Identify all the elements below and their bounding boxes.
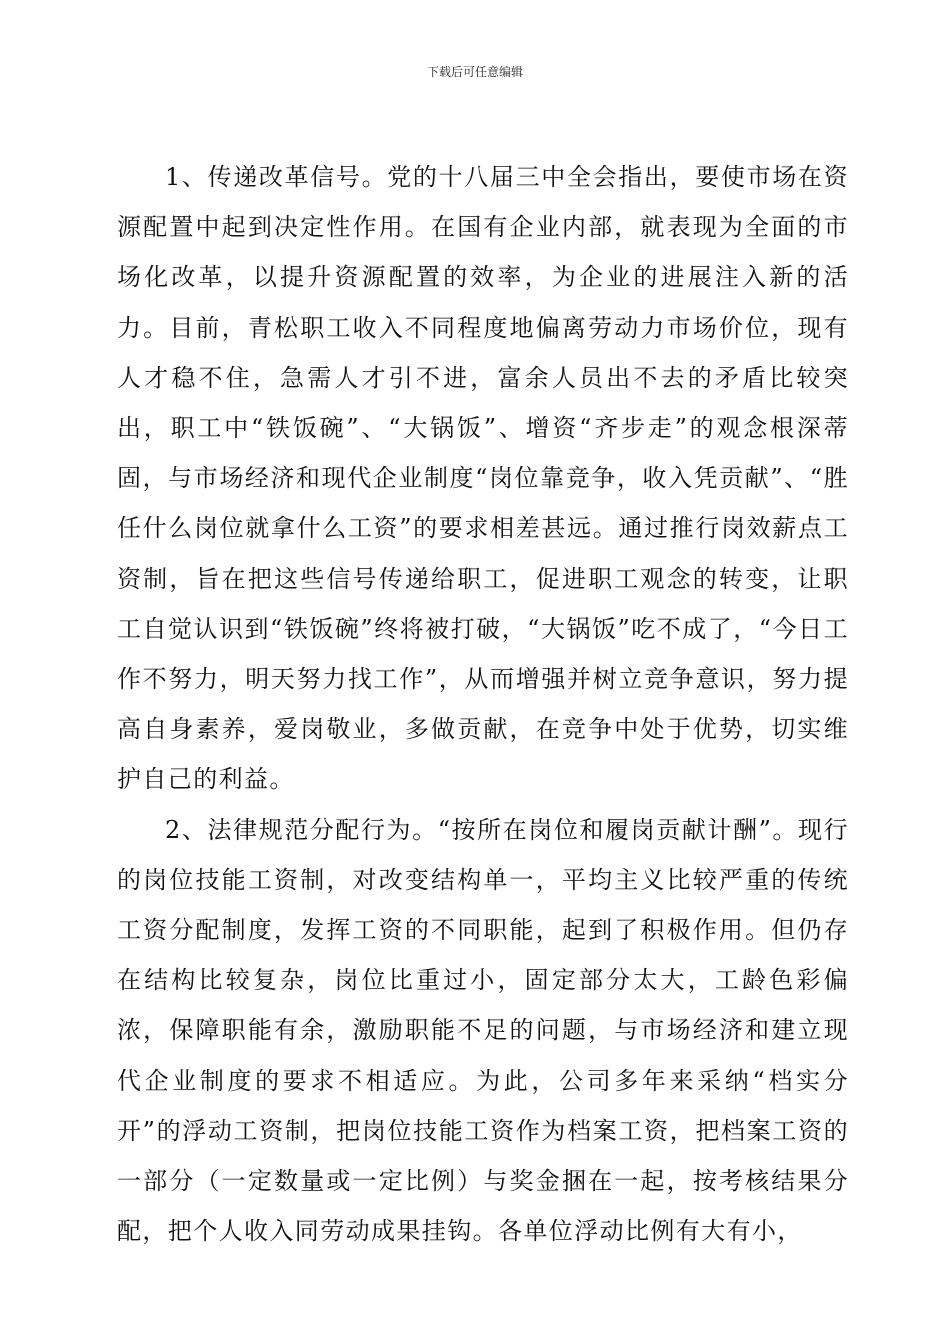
paragraph-1: 1、传递改革信号。党的十八届三中全会指出，要使市场在资源配置中起到决定性作用。在国有企业内部，就表现为全面的市场化改革，以提升资源配置的效率，为企业的进展注入新的活力。目前，青松职工收入不同程度地偏离劳动力市场价位，现有人才稳不住，急需人才引不进，富余人员出不去的矛盾比较突出，职工中“铁饭碗”、“大锅饭”、增资“齐步走”的观念根深蒂固，与市场经济和现代企业制度“岗位靠竞争，收入凭贡献”、“胜任什么岗位就拿什么工资”的要求相差甚远。通过推行岗效薪点工资制，旨在把这些信号传递给职工，促进职工观念的转变，让职工自觉认识到“铁饭碗”终将被打破，“大锅饭”吃不成了，“今日工作不努力，明天努力找工作”，从而增强并树立竞争意识，努力提高自身素养，爱岗敬业，多做贡献，在竞争中处于优势，切实维护自己的利益。 [117,163,849,794]
page-header: 下载后可任意编辑 [426,65,523,79]
document-body [117,152,849,1256]
paragraph-2: 2、法律规范分配行为。“按所在岗位和履岗贡献计酬”。现行的岗位技能工资制，对改变结构单一，平均主义比较严重的传统工资分配制度，发挥工资的不同职能，起到了积极作用。但仍存在结构比较复杂，岗位比重过小，固定部分太大，工龄色彩偏浓，保障职能有余，激励职能不足的问题，与市场经济和建立现代企业制度的要求不相适应。为此，公司多年来采纳“档实分开”的浮动工资制，把岗位技能工资作为档案工资，把档案工资的一部分（一定数量或一定比例）与奖金捆在一起，按考核结果分配，把个人收入同劳动成果挂钩。各单位浮动比例有大有小， [117,815,849,1246]
